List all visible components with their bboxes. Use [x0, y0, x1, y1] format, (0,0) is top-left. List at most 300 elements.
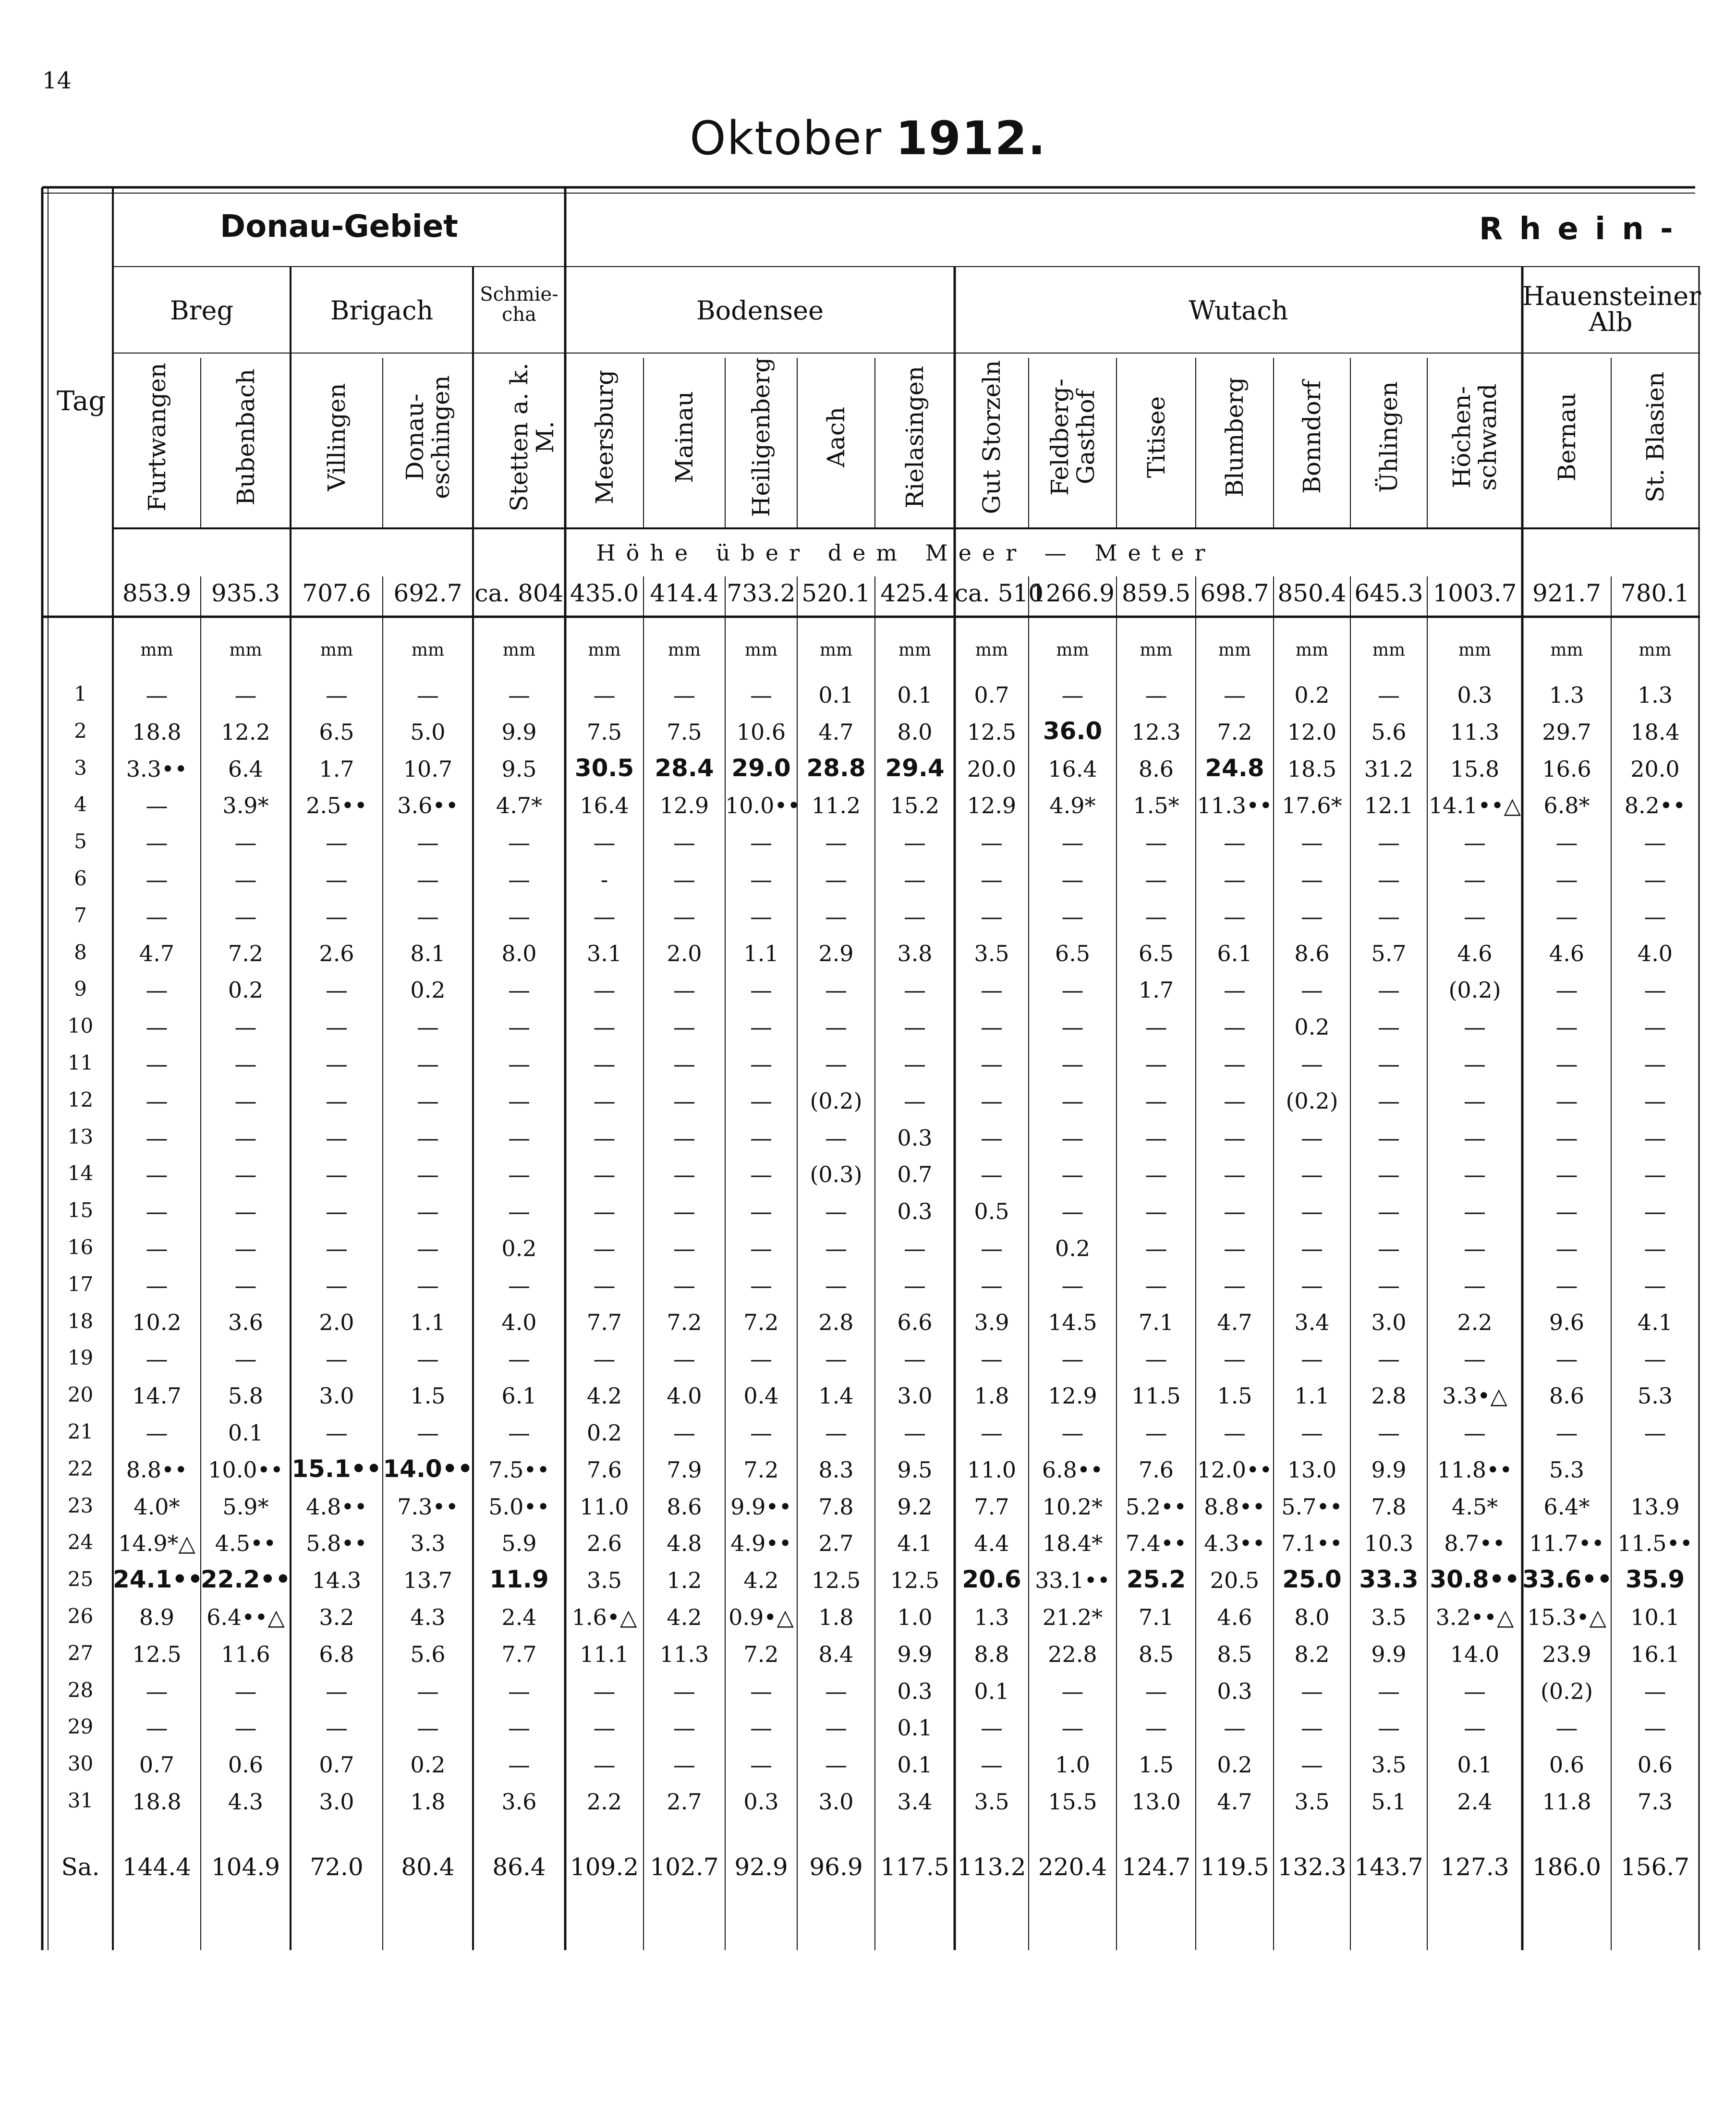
table-cell: 9.9 — [1371, 1641, 1407, 1667]
table-cell: — — [1644, 1678, 1666, 1704]
sum-cell: 186.0 — [1532, 1853, 1602, 1881]
table-cell: — — [825, 977, 847, 1003]
table-cell: — — [1644, 1051, 1666, 1077]
table-cell: 16.4 — [1048, 756, 1097, 782]
table-cell: — — [326, 977, 348, 1003]
table-cell: — — [1224, 1715, 1246, 1741]
table-cell: 0.3 — [743, 1789, 779, 1815]
table-cell: — — [234, 1161, 257, 1188]
table-cell: — — [825, 1198, 847, 1225]
table-cell: — — [508, 682, 530, 708]
table-cell: 10.3 — [1364, 1530, 1414, 1557]
day-number: 23 — [67, 1493, 94, 1517]
table-cell: 4.1 — [1637, 1309, 1673, 1335]
subgroup-header: Wutach — [1189, 295, 1288, 326]
table-cell: — — [825, 1346, 847, 1372]
table-cell: 0.3 — [897, 1678, 933, 1704]
table-cell: — — [1224, 1161, 1246, 1188]
unit-label: mm — [1639, 640, 1672, 660]
table-cell: 14.5 — [1048, 1309, 1097, 1335]
table-cell: — — [1644, 1235, 1666, 1261]
sum-cell: 113.2 — [957, 1853, 1026, 1881]
table-cell: — — [234, 1087, 257, 1114]
table-cell: — — [1061, 1051, 1084, 1077]
table-cell: — — [593, 682, 616, 708]
table-cell: 8.3 — [818, 1456, 854, 1483]
table-cell: — — [904, 903, 926, 929]
table-cell: — — [593, 1272, 616, 1298]
table-cell: 5.8 — [228, 1383, 264, 1409]
table-cell: — — [146, 830, 168, 856]
table-cell: — — [1464, 1198, 1486, 1225]
table-cell: 0.3 — [1217, 1678, 1252, 1704]
day-number: 20 — [67, 1383, 94, 1407]
table-cell: — — [1644, 1014, 1666, 1040]
table-cell: 7.6 — [1138, 1456, 1174, 1483]
station-name: Titisee — [1142, 396, 1170, 478]
table-cell: — — [1061, 903, 1084, 929]
table-cell: — — [146, 1715, 168, 1741]
table-cell: 4.7 — [1217, 1789, 1252, 1815]
table-cell: — — [1378, 1420, 1400, 1446]
table-cell: — — [750, 1014, 772, 1040]
table-cell: — — [1301, 1124, 1323, 1151]
day-number: 31 — [67, 1789, 94, 1812]
table-cell: — — [750, 1124, 772, 1151]
table-cell: — — [673, 1272, 695, 1298]
table-cell: — — [1555, 830, 1578, 856]
table-cell: 8.6 — [1294, 940, 1330, 966]
table-cell: 1.1 — [743, 940, 779, 966]
unit-label: mm — [1218, 640, 1251, 660]
table-cell: 0.2 — [501, 1235, 537, 1261]
table-cell: 0.2 — [1055, 1235, 1091, 1261]
station-altitude: 780.1 — [1620, 579, 1690, 607]
table-cell: 0.6 — [1637, 1752, 1673, 1778]
table-cell: 6.5 — [1138, 940, 1174, 966]
table-cell: — — [1378, 1715, 1400, 1741]
table-cell: 20.0 — [967, 756, 1017, 782]
station-name: Ühlingen — [1375, 381, 1403, 493]
table-cell: — — [593, 1014, 616, 1040]
table-cell: — — [1145, 1235, 1167, 1261]
table-cell: 5.3 — [1549, 1456, 1585, 1483]
table-cell: — — [146, 1235, 168, 1261]
table-cell: 9.5 — [501, 756, 537, 782]
table-cell: 10.6 — [736, 719, 786, 745]
table-cell: — — [981, 977, 1003, 1003]
table-cell: 7.4•• — [1125, 1530, 1187, 1557]
table-cell: — — [1061, 1678, 1084, 1704]
table-cell: 3.6•• — [397, 793, 459, 819]
table-cell: 7.5 — [667, 719, 702, 745]
table-cell: 11.2 — [811, 793, 861, 819]
sum-cell: 102.7 — [650, 1853, 719, 1881]
table-cell: — — [825, 1235, 847, 1261]
table-cell: — — [146, 793, 168, 819]
table-cell: — — [673, 1752, 695, 1778]
table-cell: 24.8 — [1205, 754, 1264, 782]
table-cell: — — [593, 830, 616, 856]
table-cell: — — [1301, 903, 1323, 929]
table-cell: 3.6 — [228, 1309, 264, 1335]
table-cell: 3.3•△ — [1442, 1383, 1507, 1409]
station-altitude: 435.0 — [570, 579, 639, 607]
table-cell: 6.1 — [501, 1383, 537, 1409]
table-cell: — — [146, 977, 168, 1003]
table-cell: 7.2 — [743, 1309, 779, 1335]
table-cell: — — [1644, 1346, 1666, 1372]
table-cell: — — [417, 1715, 439, 1741]
table-cell: — — [825, 830, 847, 856]
table-cell: — — [1464, 1051, 1486, 1077]
table-cell: 4.8•• — [306, 1493, 367, 1520]
table-cell: — — [1555, 1272, 1578, 1298]
sum-cell: 127.3 — [1440, 1853, 1509, 1881]
table-cell: — — [417, 1272, 439, 1298]
table-cell: 5.0•• — [488, 1493, 550, 1520]
table-cell: — — [673, 1051, 695, 1077]
table-cell: 4.6 — [1217, 1604, 1252, 1630]
table-cell: 16.1 — [1630, 1641, 1680, 1667]
unit-label: mm — [744, 640, 778, 660]
table-cell: 1.0 — [897, 1604, 933, 1630]
table-cell: — — [417, 1014, 439, 1040]
sum-cell: 109.2 — [570, 1853, 639, 1881]
table-cell: — — [750, 1346, 772, 1372]
table-cell: — — [1378, 1272, 1400, 1298]
table-cell: 5.8•• — [306, 1530, 367, 1557]
table-cell: 3.3•• — [126, 756, 188, 782]
table-cell: — — [593, 1051, 616, 1077]
table-cell: 7.3 — [1637, 1789, 1673, 1815]
table-cell: 5.1 — [1371, 1789, 1407, 1815]
table-cell: 14.1••△ — [1428, 793, 1521, 819]
table-cell: 4.3 — [410, 1604, 446, 1630]
station-name: Meersburg — [590, 369, 619, 505]
table-cell: — — [234, 1198, 257, 1225]
table-cell: — — [417, 867, 439, 892]
table-cell: 0.7 — [139, 1752, 175, 1778]
table-cell: — — [981, 1346, 1003, 1372]
table-cell: — — [825, 1715, 847, 1741]
table-cell: (0.2) — [1286, 1087, 1338, 1114]
table-cell: — — [326, 1161, 348, 1188]
table-cell: 0.9•△ — [728, 1604, 794, 1630]
table-cell: 11.5•• — [1617, 1530, 1693, 1557]
table-cell: 8.0 — [501, 940, 537, 966]
table-cell: — — [234, 682, 257, 708]
table-cell: 12.2 — [221, 719, 270, 745]
table-cell: 3.0 — [897, 1383, 933, 1409]
table-cell: 0.4 — [743, 1383, 779, 1409]
table-cell: 1.5* — [1133, 793, 1179, 819]
day-number: 11 — [67, 1051, 94, 1074]
table-cell: — — [234, 830, 257, 856]
table-cell: — — [593, 1161, 616, 1188]
unit-label: mm — [1372, 640, 1406, 660]
station-altitude: 859.5 — [1121, 579, 1191, 607]
table-cell: — — [1224, 682, 1246, 708]
unit-label: mm — [1458, 640, 1492, 660]
table-cell: — — [1555, 1346, 1578, 1372]
table-cell: — — [1061, 1014, 1084, 1040]
table-cell: — — [981, 1161, 1003, 1188]
day-number: 9 — [74, 977, 87, 1001]
table-cell: 2.8 — [818, 1309, 854, 1335]
table-cell: 21.2* — [1042, 1604, 1103, 1630]
table-cell: 0.2 — [410, 977, 446, 1003]
table-cell: 15.1•• — [291, 1454, 382, 1483]
table-cell: 8.9 — [139, 1604, 175, 1630]
station-altitude: 707.6 — [302, 579, 371, 607]
table-cell: 11.3 — [659, 1641, 709, 1667]
table-cell: 1.3 — [1549, 682, 1585, 708]
table-cell: — — [750, 867, 772, 892]
table-cell: 8.4 — [818, 1641, 854, 1667]
table-cell: 7.7 — [974, 1493, 1009, 1520]
table-cell: — — [673, 1346, 695, 1372]
subgroup-header: Schmie- cha — [480, 283, 558, 326]
table-cell: 5.7 — [1371, 940, 1407, 966]
table-cell: 0.1 — [897, 682, 933, 708]
table-cell: 7.1 — [1138, 1604, 1174, 1630]
table-cell: — — [1644, 830, 1666, 856]
unit-label: mm — [140, 640, 173, 660]
table-cell: 2.0 — [319, 1309, 354, 1335]
table-cell: 3.8 — [897, 940, 933, 966]
table-cell: — — [1301, 1272, 1323, 1298]
table-cell: — — [1464, 1678, 1486, 1704]
table-cell: — — [1145, 903, 1167, 929]
table-cell: — — [981, 830, 1003, 856]
table-cell: — — [146, 1198, 168, 1225]
table-cell: — — [326, 903, 348, 929]
table-cell: — — [1061, 830, 1084, 856]
table-cell: 3.4 — [1294, 1309, 1330, 1335]
table-cell: — — [673, 1715, 695, 1741]
table-cell: 3.0 — [319, 1789, 354, 1815]
table-cell: 10.0•• — [208, 1456, 283, 1483]
sum-cell: 156.7 — [1620, 1853, 1690, 1881]
table-cell: — — [146, 867, 168, 892]
table-cell: — — [1464, 1420, 1486, 1446]
table-cell: — — [1555, 1087, 1578, 1114]
table-cell: — — [1555, 867, 1578, 892]
table-cell: 6.4* — [1543, 1493, 1590, 1520]
table-cell: 11.3 — [1450, 719, 1500, 745]
day-number: 3 — [74, 756, 87, 780]
table-cell: — — [1224, 830, 1246, 856]
table-cell: — — [673, 1014, 695, 1040]
table-cell: — — [750, 682, 772, 708]
day-number: 15 — [67, 1198, 94, 1222]
table-cell: 0.1 — [897, 1715, 933, 1741]
table-cell: 18.8 — [132, 719, 182, 745]
table-cell: 3.9 — [974, 1309, 1009, 1335]
table-cell: 9.5 — [897, 1456, 933, 1483]
table-cell: — — [1464, 1235, 1486, 1261]
table-cell: 20.6 — [962, 1565, 1021, 1594]
sum-cell: 220.4 — [1038, 1853, 1107, 1881]
table-cell: — — [1061, 1715, 1084, 1741]
table-cell: — — [593, 903, 616, 929]
table-cell: — — [1555, 903, 1578, 929]
table-cell: — — [1224, 1124, 1246, 1151]
station-name: Stetten a. k. M. — [505, 363, 559, 512]
table-cell: 5.6 — [410, 1641, 446, 1667]
table-cell: 4.5•• — [215, 1530, 277, 1557]
table-cell: - — [600, 867, 608, 892]
table-cell: 17.6* — [1282, 793, 1342, 819]
table-cell: — — [593, 1715, 616, 1741]
table-cell: — — [1301, 1161, 1323, 1188]
table-cell: — — [673, 867, 695, 892]
table-cell: 7.2 — [743, 1456, 779, 1483]
table-cell: 9.2 — [897, 1493, 933, 1520]
table-cell: — — [326, 1124, 348, 1151]
table-cell: 12.5 — [967, 719, 1017, 745]
table-cell: — — [1061, 1420, 1084, 1446]
table-cell: — — [1464, 830, 1486, 856]
table-cell: — — [1378, 1198, 1400, 1225]
table-cell: — — [981, 1124, 1003, 1151]
table-cell: 18.4* — [1042, 1530, 1103, 1557]
table-cell: 22.8 — [1048, 1641, 1097, 1667]
station-altitude: ca. 804 — [474, 579, 564, 607]
table-cell: — — [1464, 1087, 1486, 1114]
table-cell: (0.2) — [810, 1087, 862, 1114]
table-cell: 33.1•• — [1035, 1567, 1110, 1594]
table-cell: — — [1555, 1235, 1578, 1261]
station-name: Aach — [822, 406, 850, 468]
table-cell: — — [904, 830, 926, 856]
table-cell: 5.9* — [222, 1493, 269, 1520]
station-name: Blumberg — [1221, 377, 1249, 497]
table-cell: — — [508, 1161, 530, 1188]
table-cell: 13.0 — [1287, 1456, 1337, 1483]
sum-cell: 132.3 — [1277, 1853, 1347, 1881]
subgroup-header: Bodensee — [696, 295, 824, 326]
table-cell: — — [673, 1198, 695, 1225]
table-cell: 11.8•• — [1437, 1456, 1513, 1483]
table-cell: — — [825, 1124, 847, 1151]
unit-label: mm — [1295, 640, 1329, 660]
table-cell: — — [1224, 977, 1246, 1003]
table-cell: 7.2 — [228, 940, 264, 966]
group-header-donau: Donau-Gebiet — [220, 209, 458, 244]
table-cell: — — [417, 1235, 439, 1261]
table-cell: 22.2•• — [201, 1565, 291, 1594]
table-cell: 4.3•• — [1204, 1530, 1265, 1557]
day-number: 16 — [67, 1235, 94, 1259]
table-cell: — — [1224, 1346, 1246, 1372]
table-cell: 30.5 — [574, 754, 634, 782]
table-cell: 7.1•• — [1281, 1530, 1343, 1557]
table-cell: — — [234, 1272, 257, 1298]
station-name: Donau- eschingen — [401, 375, 455, 499]
table-cell: 3.2 — [319, 1604, 354, 1630]
table-cell: 11.6 — [221, 1641, 270, 1667]
table-cell: — — [326, 830, 348, 856]
table-cell: 0.1 — [228, 1420, 264, 1446]
table-cell: 3.5 — [974, 940, 1009, 966]
table-cell: 18.8 — [132, 1789, 182, 1815]
table-cell: 0.3 — [1457, 682, 1493, 708]
table-cell: — — [417, 1051, 439, 1077]
table-cell: 31.2 — [1364, 756, 1414, 782]
table-cell: 10.7 — [403, 756, 453, 782]
table-cell: — — [326, 1346, 348, 1372]
table-cell: 8.0 — [1294, 1604, 1330, 1630]
table-cell: 10.2* — [1042, 1493, 1103, 1520]
table-cell: — — [1145, 1124, 1167, 1151]
table-cell: — — [904, 1420, 926, 1446]
table-cell: 6.8* — [1543, 793, 1590, 819]
table-cell: 20.0 — [1630, 756, 1680, 782]
table-cell: — — [146, 1346, 168, 1372]
table-cell: — — [825, 867, 847, 892]
table-cell: — — [417, 830, 439, 856]
day-number: 13 — [67, 1124, 94, 1148]
day-number: 12 — [67, 1087, 94, 1111]
table-cell: 1.0 — [1055, 1752, 1091, 1778]
table-cell: — — [593, 1124, 616, 1151]
table-cell: 5.3 — [1637, 1383, 1673, 1409]
table-cell: 4.6 — [1549, 940, 1585, 966]
table-cell: 2.2 — [586, 1789, 622, 1815]
table-cell: 8.6 — [1549, 1383, 1585, 1409]
table-cell: — — [825, 1051, 847, 1077]
table-cell: — — [981, 1272, 1003, 1298]
day-number: 19 — [67, 1346, 94, 1370]
station-altitude: 935.3 — [211, 579, 280, 607]
subgroup-header: Hauensteiner Alb — [1522, 281, 1701, 337]
day-number: 8 — [74, 940, 87, 964]
table-cell: 0.5 — [974, 1198, 1009, 1225]
table-cell: — — [1464, 1715, 1486, 1741]
table-cell: 12.0 — [1287, 719, 1337, 745]
table-cell: — — [1378, 977, 1400, 1003]
table-cell: 14.9*△ — [118, 1530, 195, 1557]
table-cell: 0.3 — [897, 1124, 933, 1151]
table-cell: — — [417, 903, 439, 929]
table-cell: — — [326, 682, 348, 708]
table-cell: — — [326, 1678, 348, 1704]
table-cell: 1.1 — [410, 1309, 446, 1335]
table-cell: 2.6 — [319, 940, 354, 966]
table-cell: — — [825, 1272, 847, 1298]
table-cell: — — [234, 1235, 257, 1261]
table-cell: — — [417, 1346, 439, 1372]
table-cell: — — [146, 903, 168, 929]
table-cell: 11.9 — [489, 1565, 549, 1594]
table-cell: — — [981, 903, 1003, 929]
table-cell: 14.0•• — [383, 1454, 473, 1483]
table-cell: — — [1555, 1715, 1578, 1741]
table-cell: 1.8 — [818, 1604, 854, 1630]
day-number: 7 — [74, 903, 87, 927]
station-name: Heiligenberg — [747, 357, 775, 517]
table-cell: — — [1301, 1752, 1323, 1778]
table-cell: 4.0 — [667, 1383, 702, 1409]
day-number: 21 — [67, 1420, 94, 1443]
table-cell: — — [1555, 1420, 1578, 1446]
station-altitude: 520.1 — [801, 579, 871, 607]
table-cell: 3.5 — [1371, 1604, 1407, 1630]
table-cell: — — [146, 1124, 168, 1151]
table-cell: 4.5* — [1451, 1493, 1498, 1520]
